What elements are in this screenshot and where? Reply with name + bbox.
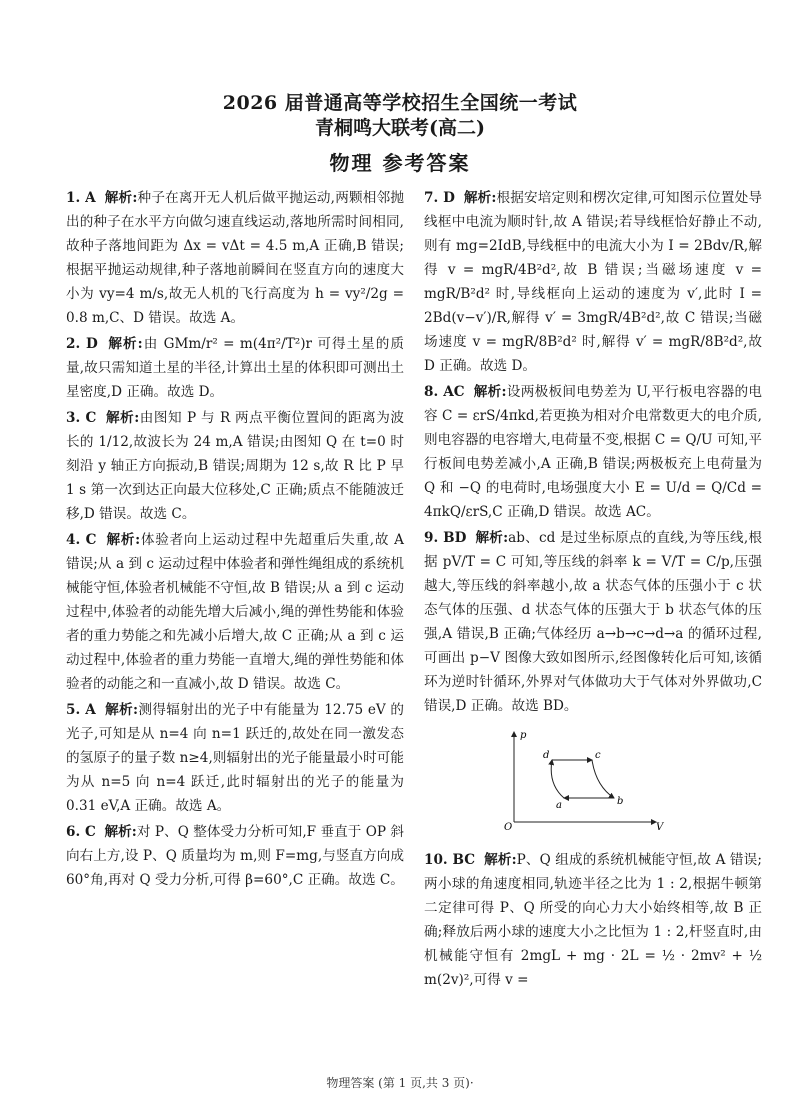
question-8: 8. AC 解析:设两极板间电势差为 U,平行板电容器的电容 C = εrS/4πkd,若更换为相对介电常数更大的电介质,则电容器的电容增大,电荷量不变,根据 C = Q/U 可知,平行板间电势差减小,A 正确,B 错误;两极板充上电荷量为 Q 和 −Q 的电荷时,电场强度大小 E = U/d = Q/Cd = 4πkQ/εrS,C 正确,D 错误。故选 AC。 xyxy=(424,384,762,520)
question-9: 9. BD 解析:ab、cd 是过坐标原点的直线,为等压线,根据 pV/T = C 可知,等压线的斜率 k = V/T = C/p,压强越大,等压线的斜率越小,故 a 状态气体的压强小于 c 状态气体的压强、d 状态气体的压强大于 b 状态气体的压强,A 错误,B 正确;气体经历 a→b→c→d→a 的循环过程,可画出 p−V 图像大致如图所示,经图像转化后可知,该循环为逆时针循环,外界对气体做功大于气体对外界做功,C 错误,D 正确。故选 BD。 xyxy=(424,530,762,714)
question-6: 6. C 解析:对 P、Q 整体受力分析可知,F 垂直于 OP 斜向右上方,设 P、Q 质量均为 m,则 F=mg,与竖直方向成 60°角,再对 Q 受力分析,可得 β=60°,C 正确。故选 C。 xyxy=(66,824,404,888)
answer-title: 物理 参考答案 xyxy=(329,151,471,175)
point-a-label: a xyxy=(556,800,562,811)
question-1: 1. A 解析:种子在离开无人机后做平抛运动,两颗相邻抛出的种子在水平方向做匀速直线运动,落地所需时间相同,故种子落地间距为 Δx = vΔt = 4.5 m,A 正确,B 错误;根据平抛运动规律,种子落地前瞬间在竖直方向的速度大小为 vy=4 m/s,故无人机的飞行高度为 h = vy²/2g = 0.8 m,C、D 错误。故选 A。 xyxy=(66,190,404,326)
point-b-label: b xyxy=(617,796,624,807)
question-5: 5. A 解析:测得辐射出的光子中有能量为 12.75 eV 的光子,可知是从 n=4 向 n=1 跃迁的,故处在同一激发态的氢原子的量子数 n≥4,则辐射出的光子能量最小时可能为从 n=5 向 n=4 跃迁,此时辐射出的光子的能量为 0.31 eV,A 正确。故选 A。 xyxy=(66,702,404,814)
cycle-a-d xyxy=(551,760,564,798)
p-axis-label: p xyxy=(520,730,527,741)
question-3: 3. C 解析:由图知 P 与 R 两点平衡位置间的距离为波长的 1/12,故波长为 24 m,A 错误;由图知 Q 在 t=0 时刻沿 y 轴正方向振动,B 错误;周期为 12 s,故 R 比 P 早 1 s 第一次到达正向最大位移处,C 正确;质点不能随波迁移,D 错误。故选 C。 xyxy=(66,410,404,522)
question-7: 7. D 解析:根据安培定则和楞次定律,可知图示位置处导线框中电流为顺时针,故 A 错误;若导线框恰好静止不动,则有 mg=2IdB,导线框中的电流大小为 I = 2Bdv/R,解得 v = mgR/4B²d²,故 B 错误;当磁场速度 v = mgR/B²d² 时,导线框向上运动的速度为 v′,此时 I = 2Bd(v−v′)/R,解得 v′ = 3mgR/4B²d²,故 C 错误;当磁场速度 v = mgR/8B²d² 时,解得 v′ = mgR/8B²d²,故 D 正确。故选 D。 xyxy=(424,190,762,374)
exam-title: 2026 届普通高等学校招生全国统一考试 xyxy=(222,92,578,114)
point-d-label: d xyxy=(543,750,550,761)
exam-subtitle: 青桐鸣大联考(高二) xyxy=(315,117,485,139)
question-2: 2. D 解析:由 GMm/r² = m(4π²/T²)r 可得土星的质量,故只需知道土星的半径,计算出土星的体积即可测出土星密度,D 正确。故选 D。 xyxy=(66,336,404,400)
v-axis-label: V xyxy=(656,822,664,833)
page-footer: 物理答案 (第 1 页,共 3 页)· xyxy=(326,1076,474,1090)
right-column xyxy=(424,186,762,994)
cycle-c-b xyxy=(592,760,614,798)
question-10: 10. BC 解析:P、Q 组成的系统机械能守恒,故 A 错误;两小球的角速度相同,轨迹半径之比为 1 : 2,根据牛顿第二定律可得 P、Q 所受的向心力大小始终相等,故 B 正确;释放后两小球的速度大小之比恒为 1 : 2,杆竖直时,由机械能守恒有 2mgL + mg · 2L = ½ · 2mv² + ½ m(2v)²,可得 v = xyxy=(424,852,762,988)
point-c-label: c xyxy=(595,750,601,761)
origin-label: O xyxy=(504,822,513,833)
left-column xyxy=(66,186,404,894)
question-4: 4. C 解析:体验者向上运动过程中先超重后失重,故 A 错误;从 a 到 c 运动过程中体验者和弹性绳组成的系统机械能守恒,体验者机械能不守恒,故 B 错误;从 a 到 c 运动过程中,体验者的动能先增大后减小,绳的弹性势能和体验者的重力势能之和先减小后增大,故 C 正确;从 a 到 c 运动过程中,体验者的重力势能一直增大,绳的弹性势能和体验者的动能之和一直减小,故 D 错误。故选 C。 xyxy=(66,532,404,692)
pv-diagram xyxy=(424,724,762,834)
